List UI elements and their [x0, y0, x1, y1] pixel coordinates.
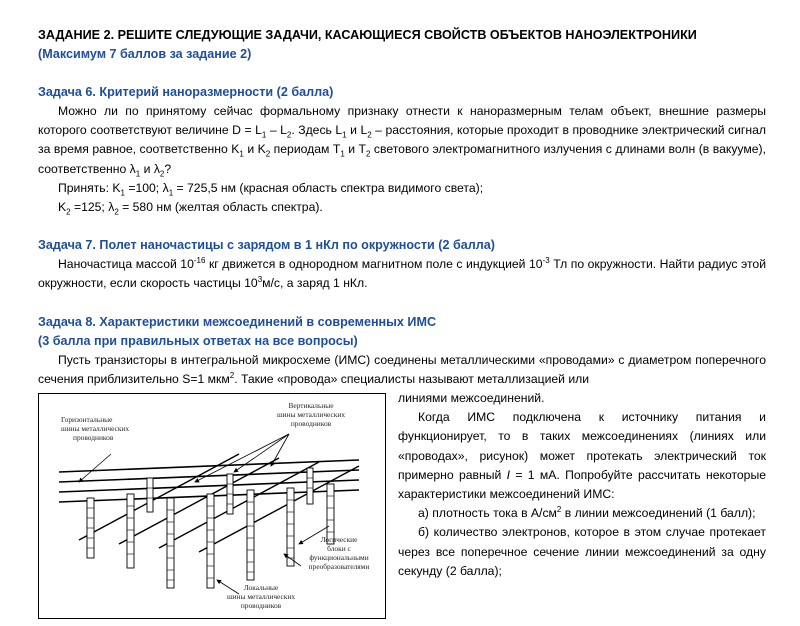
assignment-title: ЗАДАНИЕ 2. РЕШИТЕ СЛЕДУЮЩИЕ ЗАДАЧИ, КАСАЮЩИЕСЯ СВОЙСТВ ОБЪЕКТОВ НАНОЭЛЕКТРОНИКИ	[38, 28, 697, 42]
document-page	[38, 26, 766, 619]
fig-label-logic-2: блоки с	[327, 544, 351, 554]
fig-label-local-1: Локальные	[243, 583, 279, 593]
task7-title: Задача 7. Полет наночастицы с зарядом в 1 нКл по окружности (2 балла)	[38, 238, 495, 253]
fig-label-horizontal-2: шины металлических	[61, 424, 130, 434]
task8-subtitle: (3 балла при правильных ответах на все вопросы)	[38, 333, 358, 348]
label-local-buses	[227, 583, 295, 610]
task6-given-2: $K_2 =125$; $\lambda_2 = 580$ нм (желтая область спектра).	[58, 200, 323, 217]
fig-label-vertical-1: Вертикальные	[288, 401, 334, 411]
task8-side-text	[398, 389, 766, 581]
fig-label-logic-1: Логические	[320, 535, 358, 545]
task8-question-b: б) количество электронов, которое в этом случае протекает через все поперечное сечение линии межсоединений за одну секунду (2 балла);	[398, 525, 766, 578]
interconnect-diagram	[39, 394, 385, 618]
fig-label-local-2: шины металлических	[226, 592, 296, 602]
label-horizontal-buses	[61, 415, 129, 442]
task8-title: Задача 8. Характеристики межсоединений в современных ИМС	[38, 314, 437, 329]
interconnect-figure	[38, 393, 386, 619]
fig-label-local-3: проводников	[240, 601, 282, 611]
task8-paragraph-1-end: линиями межсоединений.	[398, 391, 545, 406]
fig-label-vertical-3: проводников	[290, 419, 332, 429]
task8-question-a: а) плотность тока в $А/см^2$ в линии межсоединений (1 балл);	[418, 505, 756, 521]
fig-label-horizontal-3: проводников	[73, 433, 114, 443]
fig-label-logic-3: функциональными	[309, 553, 369, 563]
label-logic-blocks	[309, 535, 370, 571]
task8-paragraph-1: Пусть транзисторы в интегральной микросхеме (ИМС) соединены металлическими «проводами» с диаметром поперечного сечения приблизительно S=1 мкм$^2$. Такие «провода» специалисты называют металлизацией или	[38, 352, 766, 386]
task6-given-1: Принять: $K_1 =100$; $\lambda_1 = 725,5$ нм (красная область спектра видимого света);	[58, 180, 484, 198]
assignment-subtitle: (Максимум 7 баллов за задание 2)	[38, 47, 252, 61]
task7-paragraph: Наночастица массой $10^{-16}$ кг движется в однородном магнитном поле с индукцией $10^{-3}$ Тл по окружности. Найти радиус этой окружности, если скорость частицы $10^3м/с$, а заряд 1 нКл.	[38, 256, 766, 291]
fig-label-vertical-2: шины металлических	[276, 410, 346, 420]
task6-title: Задача 6. Критерий наноразмерности (2 балла)	[38, 85, 334, 99]
task8-paragraph-2: Когда ИМС подключена к источнику питания и функционирует, то в таких межсоединениях (линиях или «проводах», рисунок) может протекать электрический ток примерно равный I = 1 мА. Попробуйте рассчитать некоторые характеристики межсоединений ИМС:	[398, 410, 766, 502]
task6-paragraph: Можно ли по принятому сейчас формальному признаку отнести к наноразмерным телам объект, внешние размеры которого соответствуют величине $D = L_1 - L_2$. Здесь $L_1$ и $L_2$ – расстояния, которые проходит в проводнике электрический сигнал за время равное, соответственно $K_1$ и $K_2$ периодам $T_1$ и $T_2$ светового электромагнитного излучения с длинами волн (в вакууме), соответственно $\lambda_1$ и $\lambda_2$?	[38, 104, 766, 179]
fig-label-logic-4: преобразователями	[308, 562, 370, 572]
label-vertical-buses	[277, 401, 345, 428]
fig-label-horizontal-1: Горизонтальные	[61, 415, 113, 425]
